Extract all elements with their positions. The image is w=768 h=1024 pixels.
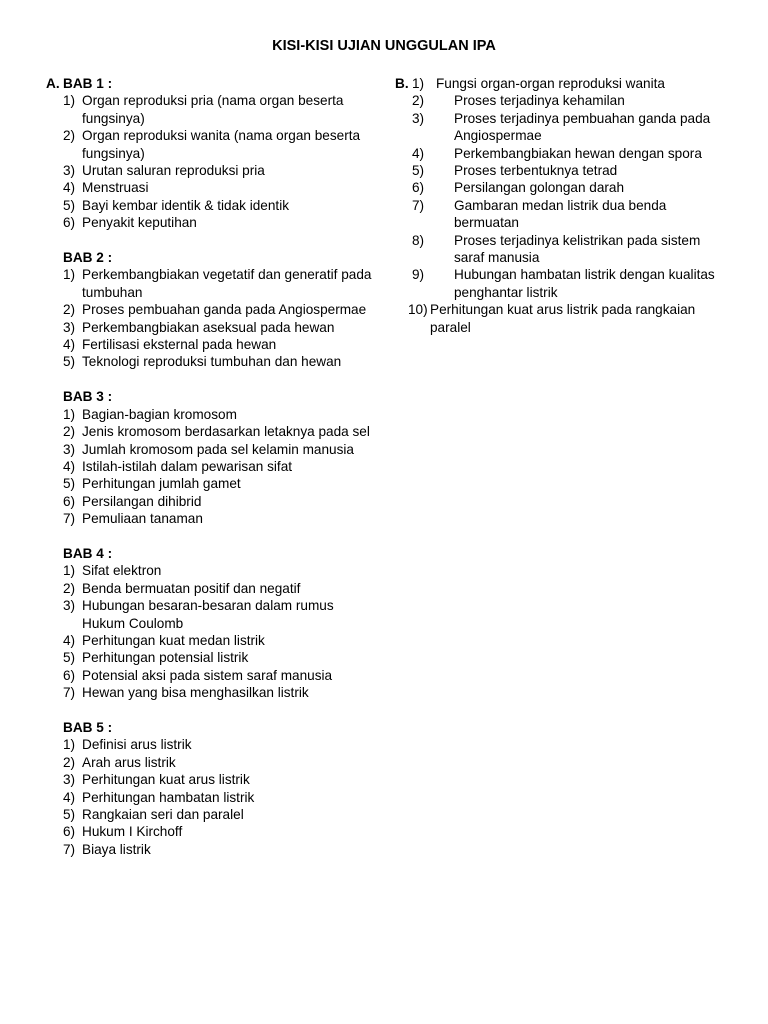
list-item: 2) Jenis kromosom berdasarkan letaknya pada sel xyxy=(63,424,370,440)
list-item: 3) Perhitungan kuat arus listrik xyxy=(63,772,250,788)
list-item: 4) Menstruasi xyxy=(63,180,149,196)
list-item: 3) Jumlah kromosom pada sel kelamin manusia xyxy=(63,441,354,457)
section-b-letter: B. xyxy=(395,76,409,91)
list-item: 6) Penyakit keputihan xyxy=(63,215,197,231)
list-item: 1) Fungsi organ-organ reproduksi wanita xyxy=(412,76,665,91)
list-item: 1) Organ reproduksi pria (nama organ beserta fungsinya) xyxy=(63,93,344,126)
list-item: 1) Sifat elektron xyxy=(63,563,162,579)
list-item: 1) Bagian-bagian kromosom xyxy=(63,406,237,422)
list-item: 4) Perhitungan hambatan listrik xyxy=(63,789,255,805)
list-item: 4) Perkembangbiakan hewan dengan spora xyxy=(412,145,702,161)
list-item: 5) Rangkaian seri dan paralel xyxy=(63,807,244,822)
list-item: 7) Gambaran medan listrik dua benda bermuatan xyxy=(412,197,667,231)
section-b-list xyxy=(395,92,725,336)
list-item: 10) Perhitungan kuat arus listrik pada rangkaian paralel xyxy=(408,302,696,335)
list-item: 2) Proses pembuahan ganda pada Angiospermae xyxy=(63,302,367,318)
list-item: 5) Teknologi reproduksi tumbuhan dan hewan xyxy=(63,354,342,370)
list-item: 6) Potensial aksi pada sistem saraf manusia xyxy=(63,667,333,683)
list-item: 3) Proses terjadinya pembuahan ganda pada Angiospermae xyxy=(412,110,711,144)
list-item: 7) Pemuliaan tanaman xyxy=(63,511,203,527)
list-item: 6) Persilangan dihibrid xyxy=(63,493,202,509)
list-item: 1) Definisi arus listrik xyxy=(63,737,192,753)
list-item: 6) Hukum I Kirchoff xyxy=(63,824,183,840)
list-item: 4) Perhitungan kuat medan listrik xyxy=(63,632,265,648)
list-item: 3) Urutan saluran reproduksi pria xyxy=(63,163,265,179)
list-item: 9) Hubungan hambatan listrik dengan kualitas penghantar listrik xyxy=(412,267,715,300)
list-item: 5) Proses terbentuknya tetrad xyxy=(412,163,618,179)
list-item: 5) Perhitungan potensial listrik xyxy=(63,650,249,666)
list-item: 5) Perhitungan jumlah gamet xyxy=(63,476,241,492)
section-a-header xyxy=(46,75,376,92)
list-item: 2) Organ reproduksi wanita (nama organ beserta fungsinya) xyxy=(63,128,361,161)
bab-heading: BAB 5 : xyxy=(63,719,113,735)
section-b-header xyxy=(395,75,725,92)
list-item: 7) Hewan yang bisa menghasilkan listrik xyxy=(63,685,309,701)
bab-4-list xyxy=(46,545,376,702)
list-item: 2) Proses terjadinya kehamilan xyxy=(412,93,625,109)
bab-heading: BAB 2 : xyxy=(63,250,113,266)
list-item: 1) Perkembangbiakan vegetatif dan generatif pada tumbuhan xyxy=(63,267,372,300)
list-item: 4) Fertilisasi eksternal pada hewan xyxy=(63,337,277,353)
bab-2-list xyxy=(46,249,376,371)
list-item: 2) Arah arus listrik xyxy=(63,754,176,770)
list-item: 4) Istilah-istilah dalam pewarisan sifat xyxy=(63,458,293,474)
list-item: 5) Bayi kembar identik & tidak identik xyxy=(63,197,290,213)
list-item: 3) Hubungan besaran-besaran dalam rumus Hukum Coulomb xyxy=(63,598,334,631)
bab-1-list xyxy=(46,92,376,231)
bab-heading: BAB 3 : xyxy=(63,389,113,405)
section-a-letter: A. xyxy=(46,76,60,91)
list-item: 7) Biaya listrik xyxy=(63,841,151,857)
bab-5-list xyxy=(46,719,376,858)
section-b xyxy=(395,75,725,336)
bab-heading: BAB 1 : xyxy=(63,76,113,91)
section-a xyxy=(46,75,376,858)
list-item: 6) Persilangan golongan darah xyxy=(412,180,625,196)
list-item: 8) Proses terjadinya kelistrikan pada sistem saraf manusia xyxy=(412,232,701,266)
list-item: 3) Perkembangbiakan aseksual pada hewan xyxy=(63,319,335,335)
list-item: 2) Benda bermuatan positif dan negatif xyxy=(63,580,301,596)
bab-3-list xyxy=(46,388,376,527)
bab-heading: BAB 4 : xyxy=(63,545,113,561)
page-title: KISI-KISI UJIAN UNGGULAN IPA xyxy=(272,38,496,54)
